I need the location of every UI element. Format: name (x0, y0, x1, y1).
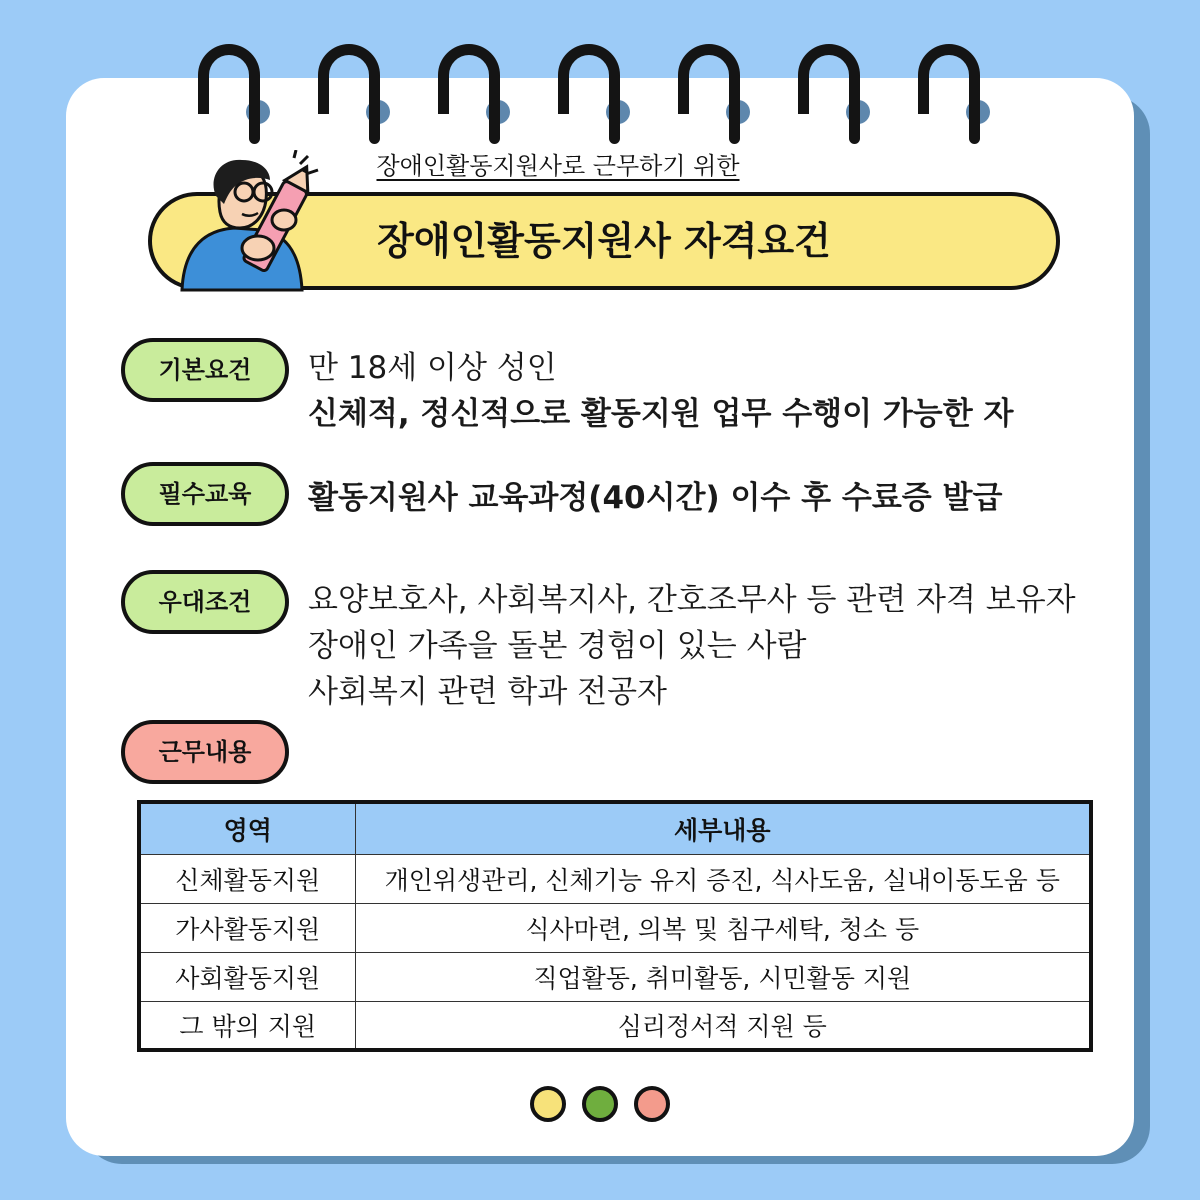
subtitle: 장애인활동지원사로 근무하기 위한 (376, 152, 740, 180)
person-with-pencil-illustration (172, 150, 332, 295)
dot-pink (634, 1086, 670, 1122)
label-work-content: 근무내용 (121, 720, 289, 784)
work-content-table (137, 800, 1093, 1052)
spiral-ring-icon (558, 44, 620, 114)
label-required-education: 필수교육 (121, 462, 289, 526)
table-cell-details: 직업활동, 취미활동, 시민활동 지원 (355, 952, 1091, 1001)
spiral-ring-icon (438, 44, 500, 114)
label-basic-requirements: 기본요건 (121, 338, 289, 402)
spiral-ring-icon (918, 44, 980, 114)
table-cell-details: 개인위생관리, 신체기능 유지 증진, 식사도움, 실내이동도움 등 (355, 854, 1091, 903)
column-header-details: 세부내용 (355, 802, 1091, 854)
dot-yellow (530, 1086, 566, 1122)
table-row (139, 903, 1091, 952)
preferred-condition-line: 장애인 가족을 돌본 경험이 있는 사람 (308, 628, 807, 664)
table-header-row (139, 802, 1091, 854)
dot-green (582, 1086, 618, 1122)
column-header-area: 영역 (139, 802, 355, 854)
spiral-ring-icon (678, 44, 740, 114)
basic-requirement-line: 만 18세 이상 성인 (308, 350, 557, 386)
basic-requirement-line: 신체적, 정신적으로 활동지원 업무 수행이 가능한 자 (308, 396, 1014, 432)
table-row (139, 1001, 1091, 1050)
table-cell-area: 신체활동지원 (139, 854, 355, 903)
preferred-condition-line: 요양보호사, 사회복지사, 간호조무사 등 관련 자격 보유자 (308, 582, 1076, 618)
education-line: 활동지원사 교육과정(40시간) 이수 후 수료증 발급 (308, 480, 1003, 516)
table-row (139, 952, 1091, 1001)
table-cell-area: 그 밖의 지원 (139, 1001, 355, 1050)
page-title: 장애인활동지원사 자격요건 (377, 219, 831, 263)
label-preferred-conditions: 우대조건 (121, 570, 289, 634)
table-cell-details: 심리정서적 지원 등 (355, 1001, 1091, 1050)
table-cell-area: 사회활동지원 (139, 952, 355, 1001)
preferred-condition-line: 사회복지 관련 학과 전공자 (308, 674, 667, 710)
spiral-ring-icon (318, 44, 380, 114)
table-cell-details: 식사마련, 의복 및 침구세탁, 청소 등 (355, 903, 1091, 952)
table-row (139, 854, 1091, 903)
spiral-ring-icon (798, 44, 860, 114)
spiral-ring-icon (198, 44, 260, 114)
table-cell-area: 가사활동지원 (139, 903, 355, 952)
